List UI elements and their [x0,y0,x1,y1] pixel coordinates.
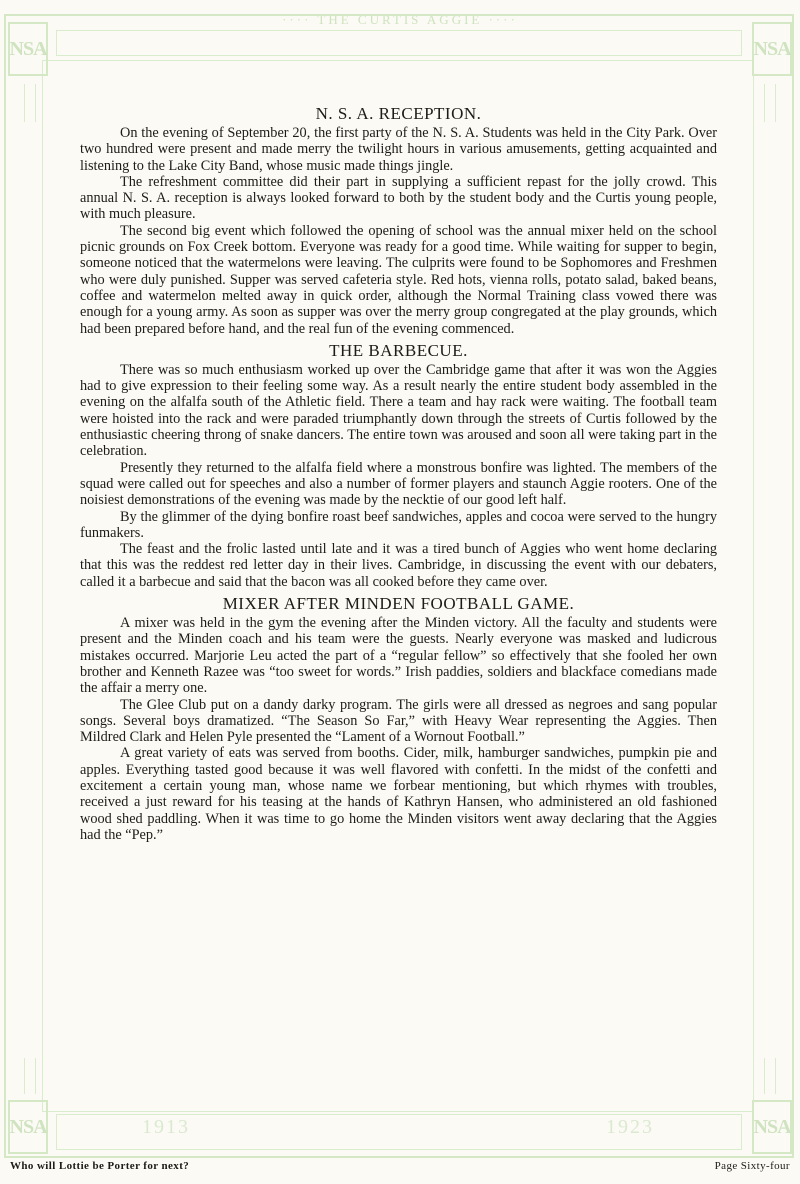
year-right: 1923 [606,1116,654,1138]
paragraph: The second big event which followed the opening of school was the annual mixer held on the school picnic grounds on Fox Creek bottom. Everyone was ready for a good time. While waiting for supper to begin, someone noticed that the watermelons were leaving. The culprits were found to be Sophomores and Freshmen who were duly punished. Supper was served cafeteria style. Red hots, vienna rolls, potato salad, baked beans, coffee and watermelon melted away in quick order, although the Normal Training class vowed there was enough for a young army. As soon as supper was over the merry group congregated at the play grounds, which had been prepared before hand, and the real fun of the evening commenced. [80,222,717,337]
monogram-top-right: NSA [752,22,792,76]
paragraph: There was so much enthusiasm worked up over the Cambridge game that after it was won the Aggies had to give expression to their feeling some way. As a result nearly the entire student body assembled in the evening on the alfalfa south of the Athletic field. There a team and hay rack were waiting. The football team were hoisted into the rack and were paraded triumphantly down through the streets of Curtis followed by the enthusiastic cheering throng of snake dancers. The entire town was aroused and soon all were taking part in the celebration. [80,361,717,460]
monogram-bottom-left: NSA [8,1100,48,1154]
paragraph: The refreshment committee did their part in supplying a sufficient repast for the jolly crowd. This annual N. S. A. reception is always looked forward to both by the student body and the Curtis young people, with much pleasure. [80,173,717,223]
footer-quip: Who will Lottie be Porter for next? [10,1160,190,1172]
paragraph: Presently they returned to the alfalfa field where a monstrous bonfire was lighted. The members of the squad were called out for speeches and also a number of former players and staunch Aggie rooters. One of the noisiest demonstrations of the evening was made by the necktie of our good left half. [80,459,717,509]
section-heading: THE BARBECUE. [329,340,468,360]
paragraph: On the evening of September 20, the first party of the N. S. A. Students was held in the City Park. Over two hundred were present and made merry the twilight hours in various amusements, getting acquainted and listening to the Lake City Band, whose music made things jingle. [80,125,717,174]
running-head: ···· THE CURTIS AGGIE ···· [282,12,518,27]
paragraph: A great variety of eats was served from booths. Cider, milk, hamburger sandwiches, pumpkin pie and apples. Everything tasted good because it was well flavored with confetti. In the midst of the confetti and excitement a certain young man, whose name we forbear mentioning, but which rhymes with troubles, received a just reward for his teasing at the hands of Kathryn Hansen, who administered an old fashioned wood shed paddling. When it was time to go home the Minden visitors went away declaring that the Aggies had the “Pep.” [80,745,717,843]
section-barbecue [80,341,717,590]
paragraph: A mixer was held in the gym the evening after the Minden victory. All the faculty and students were present and the Minden coach and his team were the guests. Nearly everyone was masked and ludicrous mistakes occurred. Marjorie Leu acted the part of a “regular fellow” so effectively that she fooled her own brother and Kenneth Razee was “too sweet for words.” Irish paddies, soldiers and blackface comedians made the affair a merry one. [80,615,717,697]
side-ornament [764,1058,776,1094]
monogram-top-left: NSA [8,22,48,76]
section-heading: N. S. A. RECEPTION. [315,104,482,123]
section-nsa-reception [80,104,717,337]
side-ornament [764,84,776,122]
paragraph: The Glee Club put on a dandy darky program. The girls were all dressed as negroes and sang popular songs. Several boys dramatized. “The Season So Far,” with Heavy Wear representing the Aggies. Then Mildred Clark and Helen Pyle presented the “Lament of a Wornout Football.” [80,696,717,746]
side-ornament [24,1058,36,1094]
paragraph: By the glimmer of the dying bonfire roast beef sandwiches, apples and cocoa were served to the hungry funmakers. [80,508,717,541]
page-number: Page Sixty-four [714,1160,790,1172]
side-ornament [24,84,36,122]
section-heading: MIXER AFTER MINDEN FOOTBALL GAME. [222,594,575,614]
top-border-band [56,30,742,56]
section-minden-mixer [80,594,717,843]
monogram-bottom-right: NSA [752,1100,792,1154]
paragraph: The feast and the frolic lasted until late and it was a tired bunch of Aggies who went home declaring that this was the reddest red letter day in their lives. Cambridge, in discussing the event with our debaters, called it a barbecue and said that the bacon was all cooked before they came over. [80,541,717,590]
year-left: 1913 [142,1116,190,1138]
article-body [80,100,717,843]
